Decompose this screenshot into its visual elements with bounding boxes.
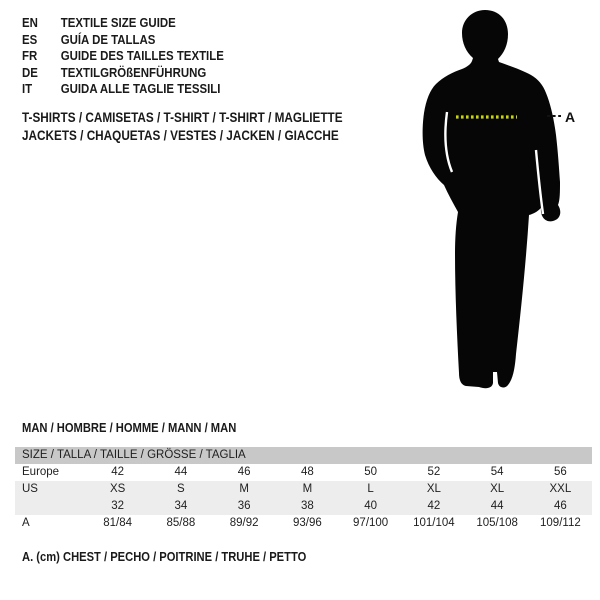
table-cell: 101/104 — [413, 517, 455, 529]
table-cell: 93/96 — [292, 517, 322, 529]
row-label — [15, 498, 86, 515]
table-cell: 105/108 — [476, 517, 518, 529]
table-cell: 56 — [553, 466, 567, 478]
table-cell: 44 — [490, 500, 504, 512]
language-row — [22, 81, 224, 98]
table-cell: 109/112 — [540, 517, 581, 529]
table-cell: XL — [426, 483, 441, 495]
table-cell: 32 — [111, 500, 125, 512]
table-cell: 36 — [237, 500, 251, 512]
table-cell: M — [239, 483, 249, 495]
category-jackets: JACKETS / CHAQUETAS / VESTES / JACKEN / GIACCHE — [22, 127, 339, 143]
table-cell: 52 — [427, 466, 441, 478]
table-cell: 48 — [300, 466, 314, 478]
table-cell: S — [177, 483, 185, 495]
table-cell: 38 — [300, 500, 314, 512]
row-label: Europe — [22, 466, 60, 478]
table-cell: 42 — [111, 466, 125, 478]
garment-categories — [22, 108, 404, 144]
table-cell: 46 — [237, 466, 251, 478]
man-silhouette — [423, 10, 561, 388]
category-tshirts: T-SHIRTS / CAMISETAS / T-SHIRT / T-SHIRT / MAGLIETTE — [22, 109, 343, 125]
table-cell: XS — [109, 483, 126, 495]
table-cell: XXL — [549, 483, 572, 495]
man-silhouette-figure — [395, 0, 595, 400]
measure-label-a: A — [565, 109, 576, 125]
row-label: US — [22, 483, 38, 495]
table-row-numeric — [15, 498, 592, 515]
section-title-man: MAN / HOMBRE / HOMME / MANN / MAN — [22, 420, 237, 435]
table-cell: 34 — [174, 500, 188, 512]
measure-footnote: A. (cm) CHEST / PECHO / POITRINE / TRUHE / PETTO — [22, 549, 307, 564]
language-label: GUÍA DE TALLAS — [60, 31, 156, 47]
language-code: EN — [22, 15, 38, 30]
size-table-header: SIZE / TALLA / TAILLE / GRÖSSE / TAGLIA — [15, 447, 592, 464]
language-list — [22, 15, 251, 98]
language-row — [22, 32, 224, 49]
table-cell: L — [367, 483, 374, 495]
table-cell: M — [302, 483, 313, 495]
table-cell: 40 — [364, 500, 378, 512]
table-row-chest-a — [15, 515, 592, 532]
language-label: GUIDE DES TAILLES TEXTILE — [60, 48, 224, 64]
language-row — [22, 65, 224, 82]
table-cell: 50 — [364, 466, 378, 478]
table-cell: 89/92 — [229, 517, 259, 529]
table-cell: 81/84 — [103, 517, 133, 529]
table-cell: XL — [490, 483, 505, 495]
table-row-europe — [15, 464, 592, 481]
language-code: IT — [22, 81, 33, 97]
language-row — [22, 15, 224, 32]
language-label: TEXTILE SIZE GUIDE — [60, 15, 176, 30]
language-code: DE — [22, 64, 38, 80]
language-code: ES — [22, 31, 38, 47]
table-cell: 46 — [553, 500, 567, 512]
table-cell: 44 — [174, 466, 188, 478]
language-row — [22, 48, 224, 65]
row-label: A — [22, 517, 30, 529]
language-code: FR — [22, 48, 38, 64]
table-cell: 97/100 — [353, 517, 389, 529]
size-table — [15, 447, 592, 532]
table-cell: 85/88 — [166, 517, 196, 529]
table-row-us — [15, 481, 592, 498]
language-label: GUIDA ALLE TAGLIE TESSILI — [60, 81, 221, 97]
language-label: TEXTILGRÖßENFÜHRUNG — [60, 64, 207, 80]
table-cell: 42 — [427, 500, 441, 512]
table-cell: 54 — [490, 466, 504, 478]
